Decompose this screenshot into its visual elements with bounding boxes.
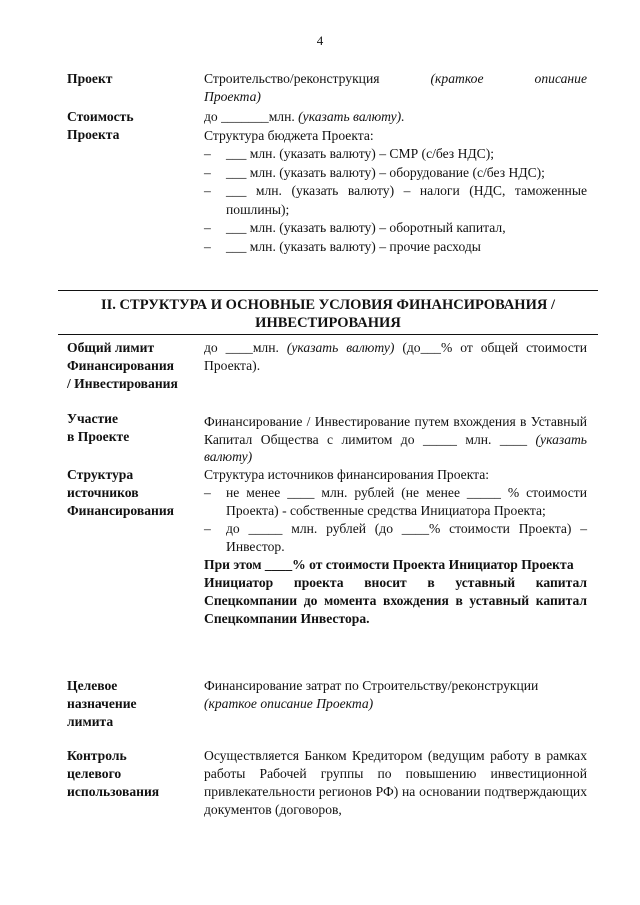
structure-intro: Структура источников финансирования Проекта: (204, 467, 490, 482)
cost-item: – ___ млн. (указать валюту) – оборудование (с/без НДС); (204, 164, 545, 180)
participation-currency: (указать валюту) (204, 431, 587, 464)
cost-label-line1: Стоимость (67, 109, 134, 124)
limit-label (67, 339, 195, 393)
purpose-label-line1: Целевое (67, 678, 118, 693)
cost-amount: до _______млн. (204, 109, 295, 124)
participation-value (204, 413, 587, 466)
purpose-description: (краткое описание Проекта) (204, 695, 374, 711)
purpose-label-line3: лимита (67, 714, 114, 729)
control-text: Осуществляется Банком Кредитором (ведущим работу в рамках работы Рабочей группы по повышению инвестиционной привлекательности регионов РФ) на основании подтверждающих документов (договоров, (204, 748, 587, 817)
project-value-end: Проекта) (204, 88, 261, 104)
project-label: Проект (67, 71, 113, 86)
limit-share: (до___% от общей стоимости Проекта). (204, 340, 587, 373)
section-title-line1: II. СТРУКТУРА И ОСНОВНЫЕ УСЛОВИЯ ФИНАНСИРОВАНИЯ / (101, 297, 555, 313)
participation-label-line2: в Проекте (67, 429, 130, 444)
cost-label-line2: Проекта (67, 127, 120, 142)
participation-text: Финансирование / Инвестирование путем вхождения в Уставный Капитал Общества с лимитом до _____ млн. ____ (204, 414, 587, 447)
participation-label (67, 410, 195, 446)
cost-item: – ___ млн. (указать валюту) – прочие расходы (204, 238, 481, 254)
control-label-line3: использования (67, 784, 160, 799)
purpose-value (204, 677, 587, 712)
participation-label-line1: Участие (67, 411, 119, 426)
cost-label (67, 108, 195, 144)
project-value-description: описание (534, 71, 587, 86)
cost-item: – ___ млн. (указать валюту) – СМР (с/без НДС); (204, 146, 495, 161)
control-label (67, 747, 195, 801)
page-number: 4 (316, 33, 324, 48)
cost-currency: (указать валюту). (298, 109, 405, 124)
limit-value (204, 339, 587, 375)
limit-label-line3: / Инвестирования (67, 376, 178, 391)
section-top-rule (58, 290, 598, 291)
structure-bold-note-1: При этом ____% от стоимости Проекта Инициатор Проекта (204, 557, 574, 572)
structure-item: – до _____ млн. рублей (до ____% стоимости Проекта) – Инвестор. (204, 521, 587, 554)
structure-value (204, 466, 587, 628)
section-title (58, 296, 598, 332)
cost-item: – ___ млн. (указать валюту) – оборотный капитал, (204, 220, 506, 235)
structure-item: – не менее ____ млн. рублей (не менее _____ % стоимости Проекта) - собственные средства Инициатора Проекта; (204, 485, 587, 518)
structure-label (67, 466, 195, 520)
limit-label-line1: Общий лимит (67, 340, 155, 355)
project-value-brief: (краткое (430, 71, 484, 86)
project-value-main: Строительство/реконструкция (204, 71, 380, 86)
structure-label-line2: источников (67, 485, 139, 500)
section-title-line2: ИНВЕСТИРОВАНИЯ (255, 315, 401, 331)
limit-currency: (указать валюту) (286, 340, 395, 355)
structure-label-line1: Структура (67, 467, 134, 482)
project-value (204, 70, 587, 105)
limit-amount: до ____млн. (204, 340, 279, 355)
structure-bold-note-2: Инициатор проекта вносит в уставный капитал Спецкомпании до момента вхождения в уставный капитал Спецкомпании Инвестора. (204, 575, 587, 626)
purpose-label (67, 677, 195, 731)
cost-structure-title: Структура бюджета Проекта: (204, 127, 374, 143)
cost-item: – ___ млн. (указать валюту) – налоги (НДС, таможенные пошлины); (204, 183, 587, 217)
section-bottom-rule (58, 334, 598, 335)
limit-label-line2: Финансирования (67, 358, 175, 373)
purpose-text: Финансирование затрат по Строительству/реконструкции (204, 678, 539, 693)
structure-label-line3: Финансирования (67, 503, 175, 518)
control-label-line1: Контроль (67, 748, 127, 763)
purpose-label-line2: назначение (67, 696, 137, 711)
control-label-line2: целевого (67, 766, 122, 781)
control-value (204, 747, 587, 819)
cost-value (204, 108, 587, 256)
